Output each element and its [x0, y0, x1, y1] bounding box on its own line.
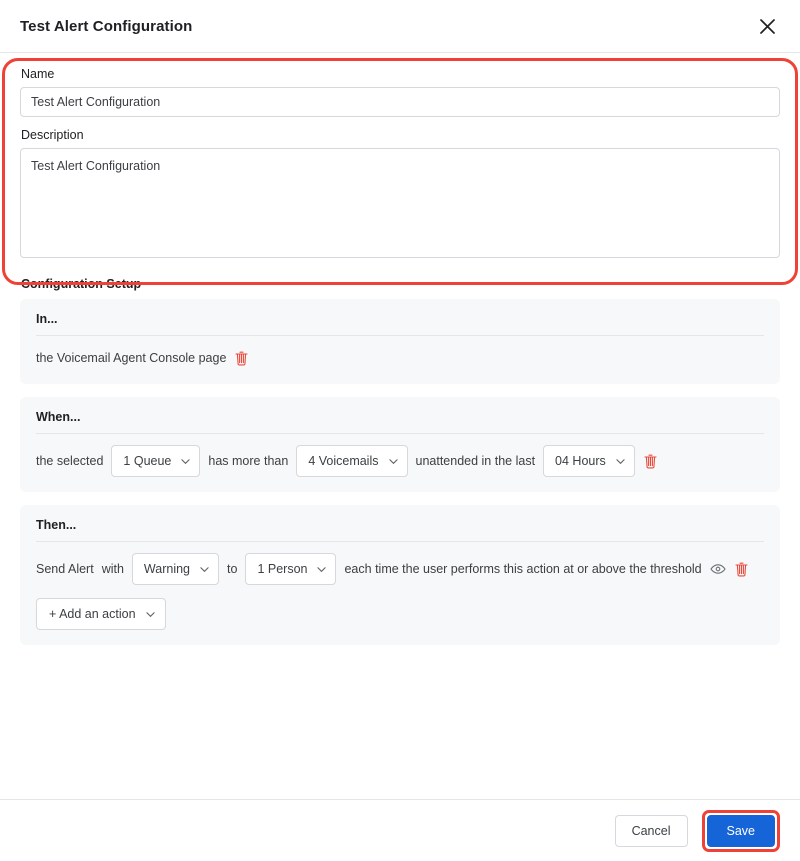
when-row: [36, 445, 764, 477]
name-label: Name: [21, 67, 55, 81]
then-with-label: with: [101, 562, 124, 576]
recipients-select[interactable]: [245, 553, 336, 585]
severity-select[interactable]: [132, 553, 219, 585]
queue-scope-value: 1 Queue: [123, 454, 172, 468]
trash-icon[interactable]: [234, 350, 249, 366]
when-suffix-text: unattended in the last: [415, 454, 536, 468]
duration-select[interactable]: [543, 445, 635, 477]
in-row: [36, 347, 764, 369]
then-trailing-text: each time the user performs this action at or above the threshold: [344, 562, 702, 576]
description-input[interactable]: [20, 148, 780, 258]
name-input[interactable]: [20, 87, 780, 117]
then-heading: Then...: [36, 518, 764, 542]
then-card: [20, 505, 780, 645]
then-row: [36, 553, 764, 585]
when-heading: When...: [36, 410, 764, 434]
when-prefix-text: the selected: [36, 454, 104, 468]
dialog-body: [0, 53, 800, 799]
description-label: Description: [21, 128, 84, 142]
then-to-label: to: [227, 562, 238, 576]
close-icon[interactable]: [754, 13, 780, 39]
threshold-value: 4 Voicemails: [308, 454, 379, 468]
chevron-down-icon: [200, 565, 209, 574]
add-action-button[interactable]: [36, 598, 166, 630]
in-card: [20, 299, 780, 384]
trash-icon[interactable]: [734, 561, 749, 577]
queue-scope-select[interactable]: [111, 445, 200, 477]
when-card: [20, 397, 780, 492]
page-title: Test Alert Configuration: [20, 17, 193, 35]
trash-icon[interactable]: [643, 453, 658, 469]
chevron-down-icon: [181, 457, 190, 466]
recipients-value: 1 Person: [257, 562, 308, 576]
eye-icon[interactable]: [710, 563, 726, 575]
cancel-button[interactable]: Cancel: [615, 815, 688, 847]
configuration-setup-title: Configuration Setup: [21, 277, 142, 291]
chevron-down-icon: [616, 457, 625, 466]
duration-value: 04 Hours: [555, 454, 606, 468]
in-heading: In...: [36, 312, 764, 336]
chevron-down-icon: [389, 457, 398, 466]
save-button[interactable]: Save: [707, 815, 776, 847]
chevron-down-icon: [146, 610, 155, 619]
add-action-label: + Add an action: [49, 607, 136, 621]
when-middle-text: has more than: [208, 454, 289, 468]
threshold-select[interactable]: [296, 445, 407, 477]
save-button-highlight: [702, 810, 781, 852]
severity-value: Warning: [143, 562, 191, 576]
chevron-down-icon: [317, 565, 326, 574]
dialog-footer: [0, 799, 800, 861]
then-action-label: Send Alert: [36, 562, 94, 576]
in-page-text: the Voicemail Agent Console page: [36, 351, 227, 365]
dialog-header: [0, 0, 800, 53]
